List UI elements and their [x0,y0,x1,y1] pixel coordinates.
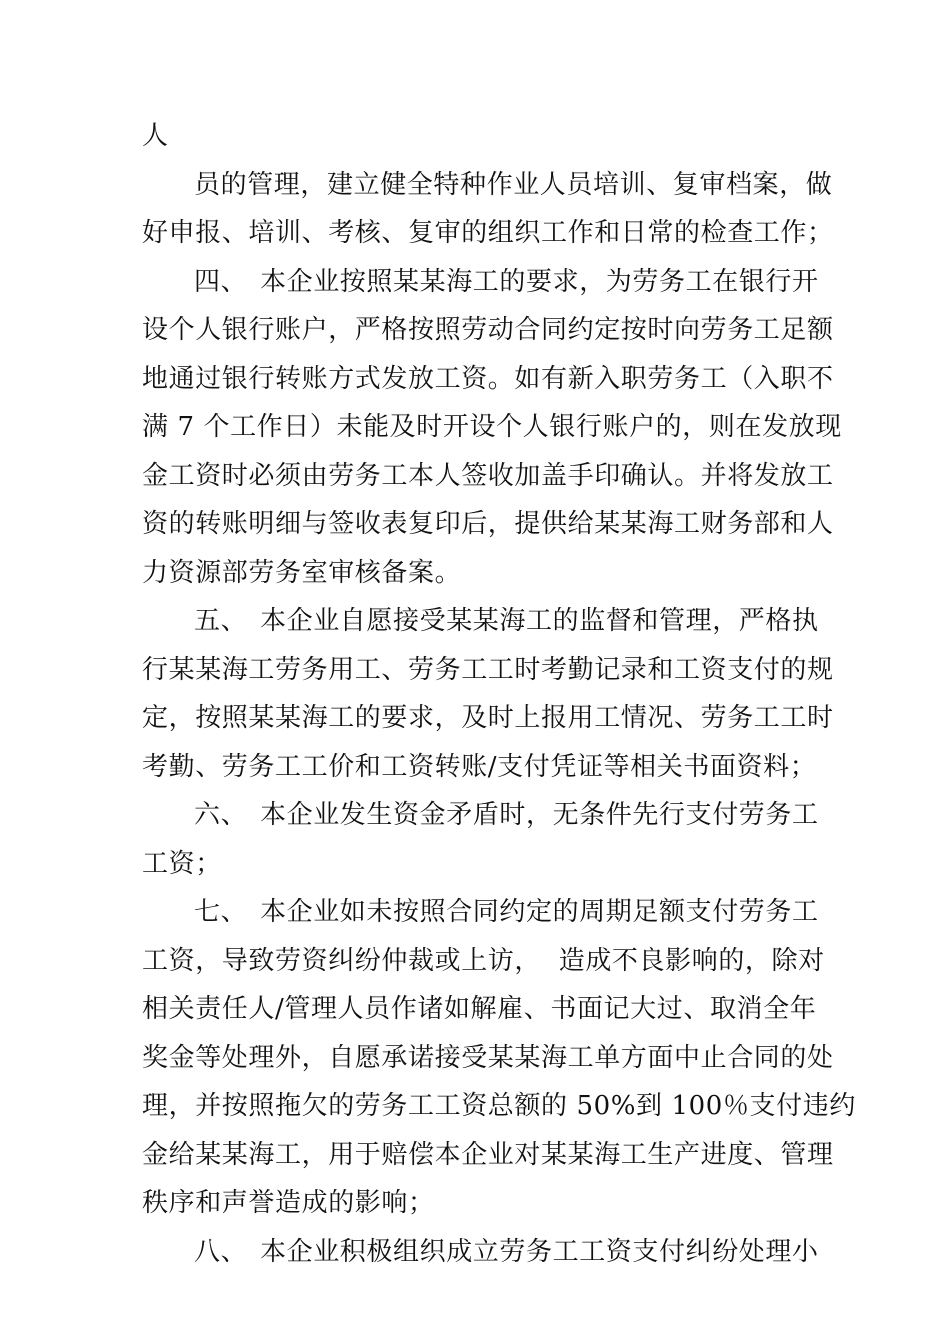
text-line: 资的转账明细与签收表复印后，提供给某某海工财务部和人 [142,509,834,539]
text-line: 秩序和声誉造成的影响； [142,1188,435,1218]
text-line: 考勤、劳务工工价和工资转账/支付凭证等相关书面资料； [142,751,817,782]
item-number: 五、 [194,606,248,636]
text-line: 金给某某海工，用于赔偿本企业对某某海工生产进度、管理 [142,1139,834,1170]
text-line: 工资； [142,848,222,879]
paragraph-four-start [142,258,819,307]
text-line: 本企业如未按照合同约定的周期足额支付劳务工 [260,897,819,927]
paragraph-seven-start [142,888,819,937]
paragraph-eight-start [142,1228,819,1277]
text-line: 员的管理，建立健全特种作业人员培训、复审档案，做 [194,169,833,200]
paragraph-six-start [142,791,819,840]
paragraph-five-start [142,597,819,646]
item-number: 六、 [194,800,248,830]
text-line: 本企业积极组织成立劳务工工资支付纠纷处理小 [260,1236,819,1267]
text-line: 工资，导致劳资纠纷仲裁或上访， 造成不良影响的，除对 [142,945,825,976]
item-number: 八、 [194,1236,248,1267]
text-line: 行某某海工劳务用工、劳务工工时考勤记录和工资支付的规 [142,654,834,685]
text-line: 相关责任人/管理人员作诸如解雇、书面记大过、取消全年 [142,994,817,1024]
text-line: 定，按照某某海工的要求，及时上报用工情况、劳务工工时 [142,703,834,733]
text-line: 本企业发生资金矛盾时，无条件先行支付劳务工 [260,800,819,830]
text-line: 理，并按照拖欠的劳务工工资总额的 50%到 100％支付违约 [142,1091,856,1121]
item-number: 四、 [194,266,248,297]
text-line: 力资源部劳务室审核备案。 [142,557,462,588]
text-line: 金工资时必须由劳务工本人签收加盖手印确认。并将发放工 [142,460,834,491]
item-number: 七、 [194,897,248,927]
text-line: 满 7 个工作日）未能及时开设个人银行账户的，则在发放现 [142,412,842,442]
text-line: 设个人银行账户，严格按照劳动合同约定按时向劳务工足额 [142,315,834,345]
text-line: 本企业按照某某海工的要求，为劳务工在银行开 [260,266,819,297]
text-line: 地通过银行转账方式发放工资。如有新入职劳务工（入职不 [142,363,834,394]
document-body [142,112,856,1276]
text-line: 奖金等处理外，自愿承诺接受某某海工单方面中止合同的处 [142,1042,834,1073]
text-line: 好申报、培训、考核、复审的组织工作和日常的检查工作； [142,218,834,248]
text-line: 人 [142,121,169,151]
text-line: 本企业自愿接受某某海工的监督和管理，严格执 [260,606,819,636]
